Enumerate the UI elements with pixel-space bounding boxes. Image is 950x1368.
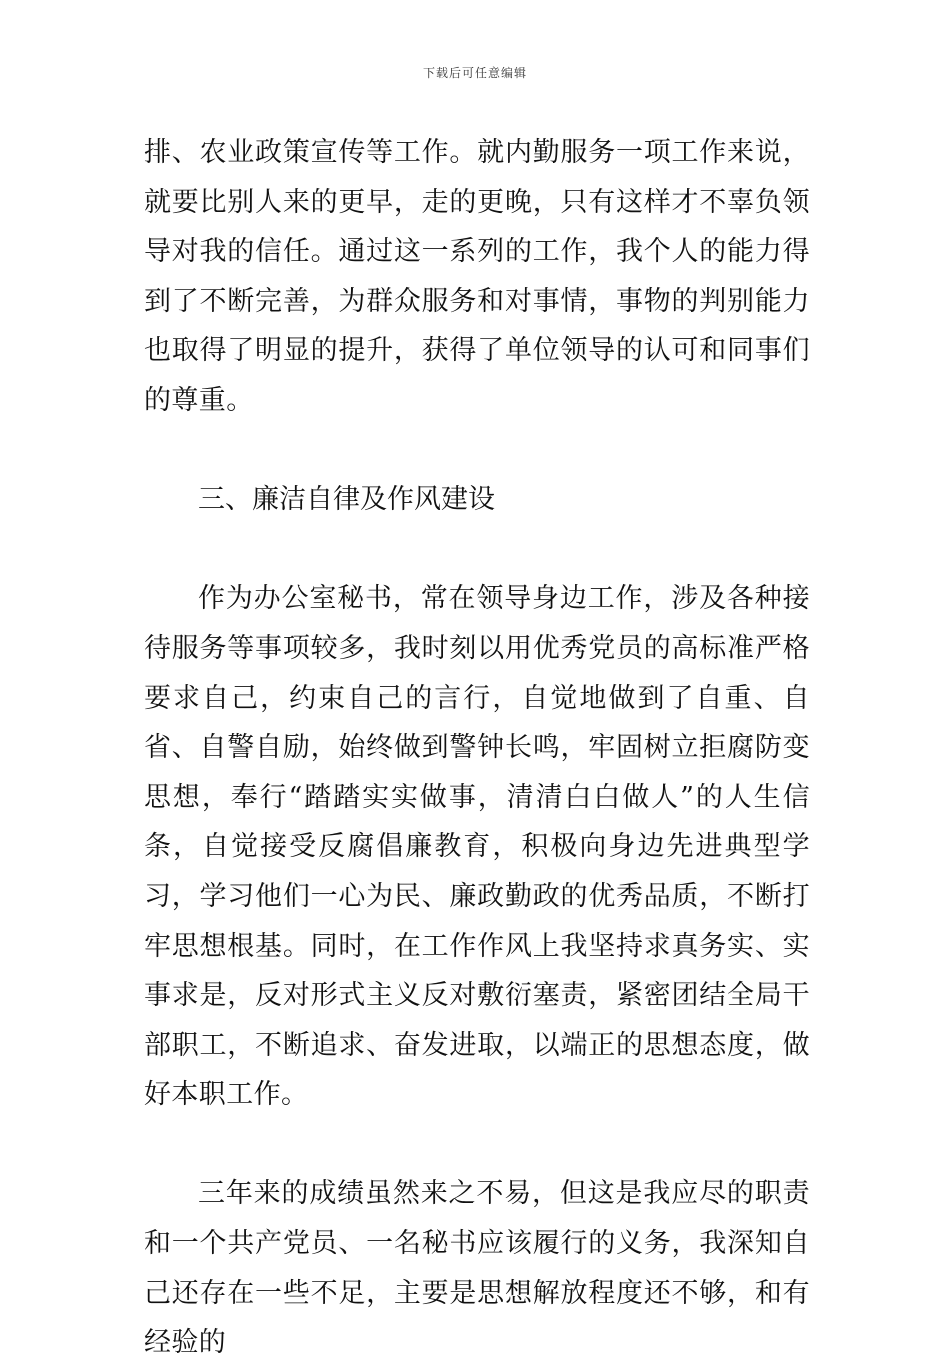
document-body bbox=[144, 128, 810, 1368]
section-heading: 三、廉洁自律及作风建设 bbox=[198, 484, 495, 516]
paragraph-integrity: 作为办公室秘书，常在领导身边工作，涉及各种接待服务等事项较多，我时刻以用优秀党员的高标准严格要求自己，约束自己的言行，自觉地做到了自重、自省、自警自励，始终做到警钟长鸣，牢固树立拒腐防变思想，奉行“踏踏实实做事，清清白白做人”的人生信条，自觉接受反腐倡廉教育，积极向身边先进典型学习，学习他们一心为民、廉政勤政的优秀品质，不断打牢思想根基。同时，在工作作风上我坚持求真务实、实事求是，反对形式主义反对敷衍塞责，紧密团结全局干部职工，不断追求、奋发进取，以端正的思想态度，做好本职工作。 bbox=[144, 583, 810, 1111]
paragraph-summary: 三年来的成绩虽然来之不易，但这是我应尽的职责和一个共产党员、一名秘书应该履行的义务，我深知自己还存在一些不足，主要是思想解放程度还不够，和有经验的 bbox=[144, 1178, 810, 1359]
paragraph-continued: 排、农业政策宣传等工作。就内勤服务一项工作来说，就要比别人来的更早，走的更晚，只有这样才不辜负领导对我的信任。通过这一系列的工作，我个人的能力得到了不断完善，为群众服务和对事情，事物的判别能力也取得了明显的提升，获得了单位领导的认可和同事们的尊重。 bbox=[144, 137, 810, 416]
paragraph-gap bbox=[144, 426, 810, 476]
paragraph-gap bbox=[144, 525, 810, 575]
paragraph-gap bbox=[144, 1120, 810, 1170]
page-header: 下载后可任意编辑 bbox=[422, 66, 527, 80]
